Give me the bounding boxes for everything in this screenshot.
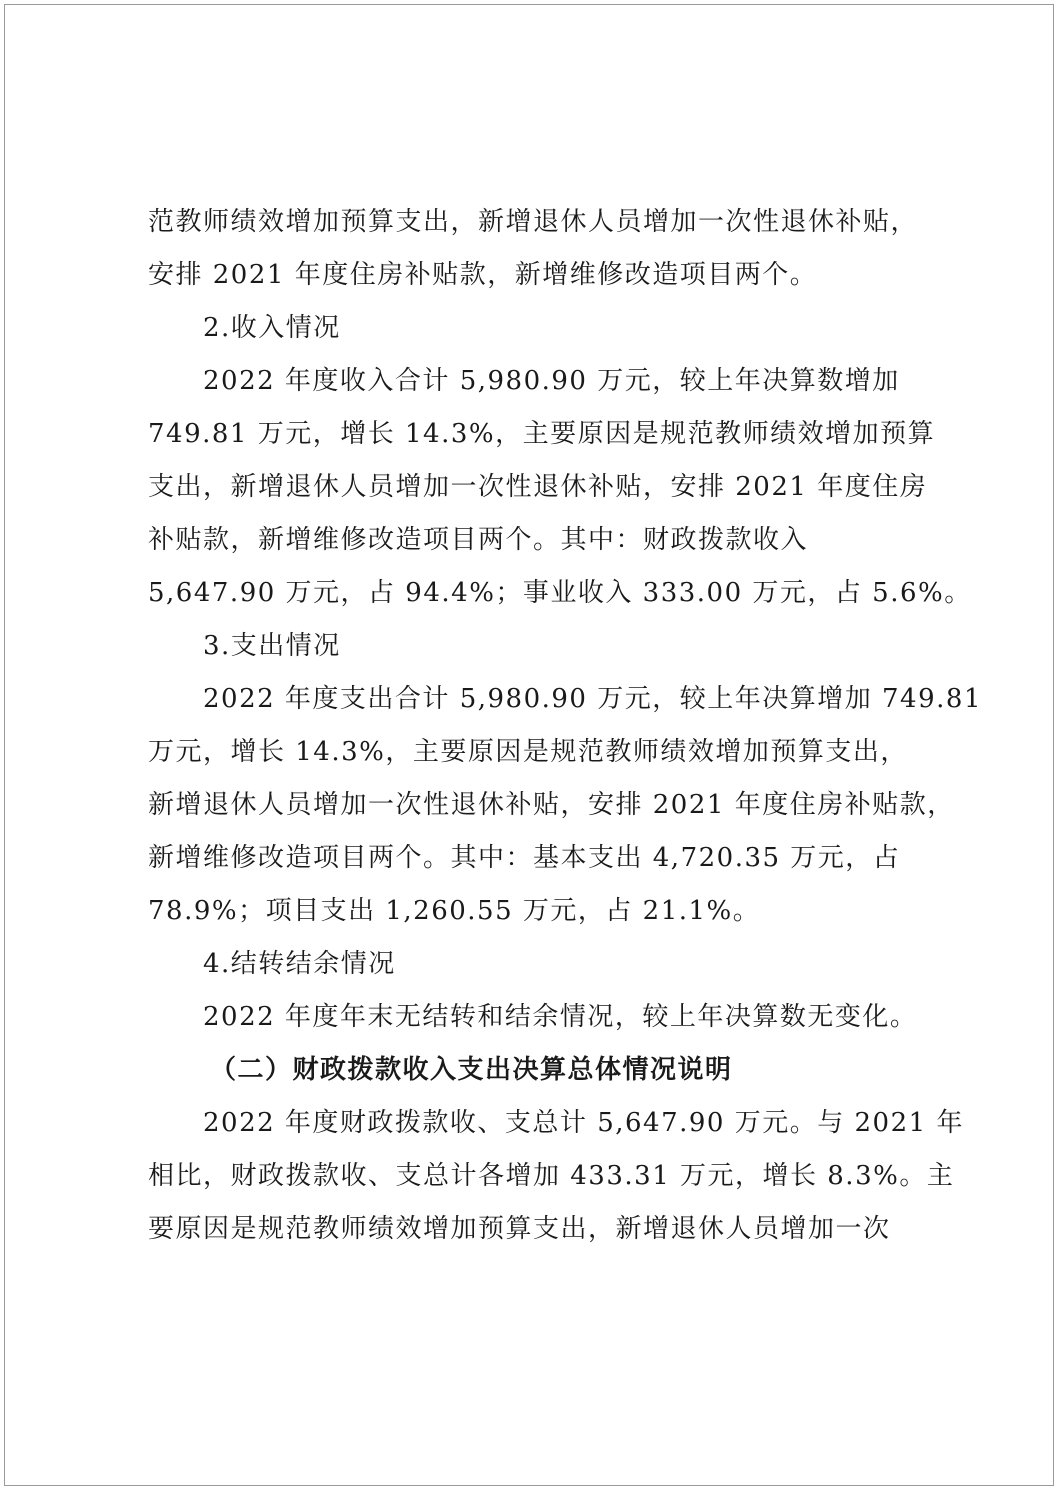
- text-line: 78.9%；项目支出 1,260.55 万元，占 21.1%。: [148, 896, 761, 926]
- section-heading: 2.收入情况: [203, 313, 341, 343]
- text-line: 支出，新增退休人员增加一次性退休补贴，安排 2021 年度住房: [148, 472, 928, 502]
- text-line: 2022 年度支出合计 5,980.90 万元，较上年决算增加 749.81: [203, 684, 982, 714]
- subsection-heading: （二）财政拨款收入支出决算总体情况说明: [210, 1055, 733, 1085]
- section-heading: 3.支出情况: [203, 631, 341, 661]
- section-heading: 4.结转结余情况: [203, 949, 396, 979]
- text-line: 2022 年度收入合计 5,980.90 万元，较上年决算数增加: [203, 366, 900, 396]
- text-line: 2022 年度年末无结转和结余情况，较上年决算数无变化。: [203, 1002, 918, 1032]
- text-line: 要原因是规范教师绩效增加预算支出，新增退休人员增加一次: [148, 1214, 891, 1244]
- text-line: 万元，增长 14.3%，主要原因是规范教师绩效增加预算支出，: [148, 737, 908, 767]
- text-line: 5,647.90 万元，占 94.4%；事业收入 333.00 万元，占 5.6%。: [148, 578, 972, 608]
- text-line: 2022 年度财政拨款收、支总计 5,647.90 万元。与 2021 年: [203, 1108, 964, 1138]
- text-line: 补贴款，新增维修改造项目两个。其中：财政拨款收入: [148, 525, 809, 555]
- text-line: 新增退休人员增加一次性退休补贴，安排 2021 年度住房补贴款，: [148, 790, 955, 820]
- text-line: 相比，财政拨款收、支总计各增加 433.31 万元，增长 8.3%。主: [148, 1161, 955, 1191]
- text-line: 749.81 万元，增长 14.3%，主要原因是规范教师绩效增加预算: [148, 419, 936, 449]
- text-line: 安排 2021 年度住房补贴款，新增维修改造项目两个。: [148, 260, 818, 290]
- text-line: 范教师绩效增加预算支出，新增退休人员增加一次性退休补贴，: [148, 207, 919, 237]
- text-line: 新增维修改造项目两个。其中：基本支出 4,720.35 万元，占: [148, 843, 901, 873]
